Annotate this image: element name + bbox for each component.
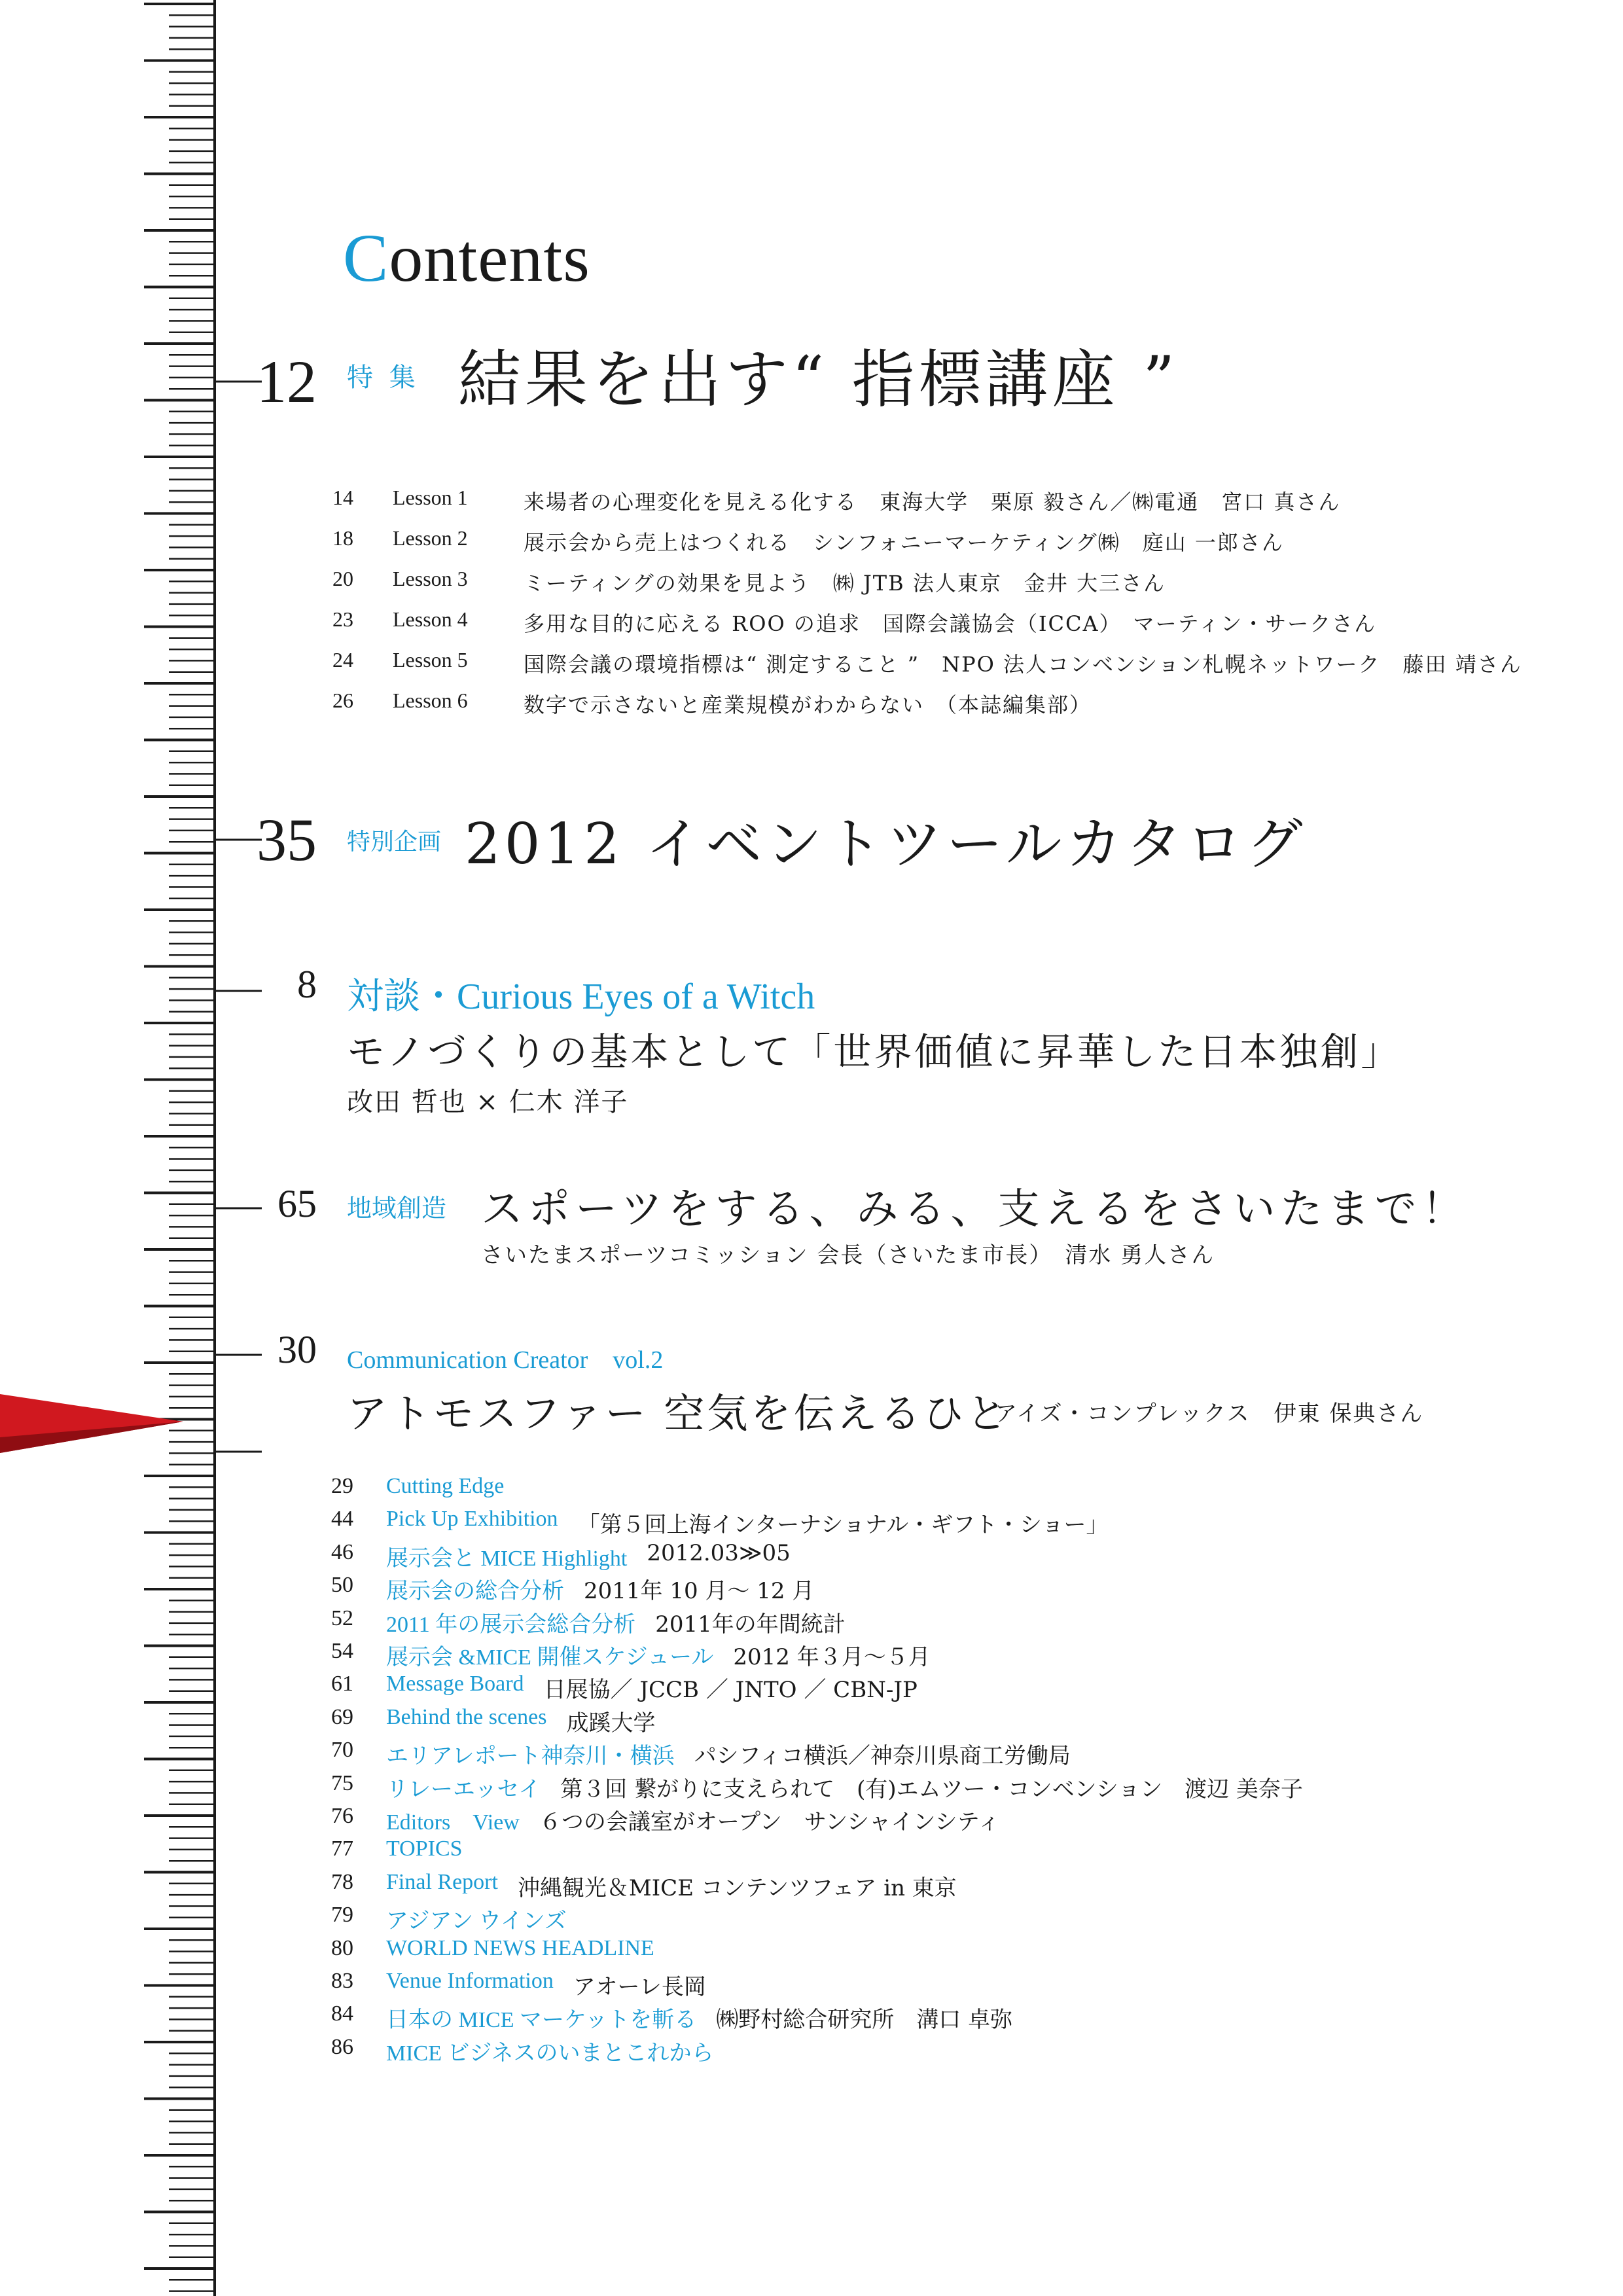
list-item xyxy=(288,1639,931,1671)
lesson-page: 26 xyxy=(332,689,353,712)
list-title: Editors View xyxy=(386,1810,520,1835)
comm-headline: アトモスファー 空気を伝えるひと xyxy=(347,1390,1010,1437)
list-item xyxy=(288,1969,706,2001)
list-item xyxy=(288,1903,586,1935)
list-title: 展示会と MICE Highlight xyxy=(386,1546,628,1571)
chiiki-page-number: 65 xyxy=(277,1182,317,1225)
list-desc: 沖縄観光＆MICE コンテンツフェア in 東京 xyxy=(517,1874,957,1901)
lesson-page: 23 xyxy=(332,607,353,631)
lesson-text: 多用な目的に応える ROO の追求 国際会議協会（ICCA） マーティン・サークさん xyxy=(524,611,1377,636)
list-desc: アオーレ長岡 xyxy=(573,1974,706,2000)
list-title: Venue Information xyxy=(386,1969,554,1993)
list-title: 2011 年の展示会総合分析 xyxy=(386,1612,636,1637)
list-desc: 日展協／ JCCB ／ JNTO ／ CBN-JP xyxy=(543,1677,918,1704)
lesson-row xyxy=(288,486,1340,516)
list-page: 69 xyxy=(331,1704,353,1729)
list-page: 70 xyxy=(331,1738,353,1763)
chiiki-headline: スポーツをする、みる、支えるをさいたまで！ xyxy=(481,1185,1469,1234)
taidan-label: 対談・Curious Eyes of a Witch xyxy=(347,977,815,1017)
comm-label: Communication Creator vol.2 xyxy=(347,1346,664,1374)
lesson-row xyxy=(288,648,1522,678)
lesson-row xyxy=(288,607,1376,637)
list-desc: 成蹊大学 xyxy=(566,1710,656,1736)
list-page: 77 xyxy=(331,1837,353,1861)
ruler-ticks xyxy=(0,0,275,2296)
list-title: WORLD NEWS HEADLINE xyxy=(386,1935,654,1960)
lesson-text: 展示会から売上はつくれる シンフォニーマーケティング㈱ 庭山 一郎さん xyxy=(524,530,1284,555)
list-item xyxy=(288,1606,846,1638)
list-title: アジアン ウインズ xyxy=(386,1909,567,1934)
list-desc: 2011年 10 月～ 12 月 xyxy=(584,1578,815,1605)
special-page-number: 35 xyxy=(257,806,317,873)
list-title: 日本の MICE マーケットを斬る xyxy=(386,2008,697,2033)
lesson-page: 14 xyxy=(332,486,353,509)
comm-page-number: 30 xyxy=(277,1328,317,1371)
list-page: 84 xyxy=(331,2001,353,2026)
list-title: 展示会の総合分析 xyxy=(386,1579,564,1604)
list-title: TOPICS xyxy=(386,1837,463,1861)
lesson-number: Lesson 3 xyxy=(393,567,468,590)
lesson-text: 数字で示さないと産業規模がわからない （本誌編集部） xyxy=(524,692,1092,717)
lesson-number: Lesson 6 xyxy=(393,689,468,712)
taidan-page-number: 8 xyxy=(297,963,317,1006)
ruler-line xyxy=(213,0,216,2296)
lesson-page: 20 xyxy=(332,567,353,590)
list-item xyxy=(288,1870,957,1902)
list-page: 86 xyxy=(331,2034,353,2059)
list-desc: 「第５回上海インターナショナル・ギフト・ショー」 xyxy=(577,1512,1109,1539)
list-desc: 第３回 繋がりに支えられて (有)エムツー・コンベンション 渡辺 美奈子 xyxy=(560,1776,1303,1803)
list-item xyxy=(288,1540,791,1572)
title-rest: ontents xyxy=(389,221,590,296)
list-title: MICE ビジネスのいまとこれから xyxy=(386,2041,714,2066)
list-item xyxy=(288,1837,482,1861)
list-item xyxy=(288,1936,674,1961)
list-page: 29 xyxy=(331,1474,353,1498)
list-page: 75 xyxy=(331,1770,353,1795)
lesson-page: 18 xyxy=(332,526,353,550)
list-title: Pick Up Exhibition xyxy=(386,1507,558,1532)
lesson-page: 24 xyxy=(332,648,353,672)
list-page: 79 xyxy=(331,1903,353,1928)
list-title: リレーエッセイ xyxy=(386,1777,541,1802)
list-item xyxy=(288,1672,918,1704)
lesson-text: 国際会議の環境指標は“ 測定すること ” NPO 法人コンベンション札幌ネットワーク 藤田 靖さん xyxy=(524,652,1522,677)
chiiki-label: 地域創造 xyxy=(347,1194,447,1223)
lesson-text: 来場者の心理変化を見える化する 東海大学 栗原 毅さん／㈱電通 宮口 真さん xyxy=(524,490,1341,514)
list-item xyxy=(288,1474,524,1499)
red-pointer-arrow xyxy=(0,1374,190,1466)
lesson-number: Lesson 4 xyxy=(393,607,468,631)
list-page: 52 xyxy=(331,1605,353,1630)
list-title: エリアレポート神奈川・横浜 xyxy=(386,1744,675,1769)
list-page: 80 xyxy=(331,1935,353,1960)
title-first-letter: C xyxy=(343,221,389,296)
list-item xyxy=(288,2035,733,2067)
chiiki-sub: さいたまスポーツコミッション 会長（さいたま市長） 清水 勇人さん xyxy=(481,1242,1215,1268)
list-page: 61 xyxy=(331,1672,353,1696)
list-item xyxy=(288,1738,1071,1770)
feature-headline: 結果を出す“ 指標講座 ” xyxy=(458,343,1179,416)
list-page: 83 xyxy=(331,1969,353,1993)
taidan-headline: モノづくりの基本として「世界価値に昇華した日本独創」 xyxy=(347,1030,1402,1074)
page-title xyxy=(343,219,590,297)
list-desc: ６つの会議室がオープン サンシャインシティ xyxy=(539,1809,1000,1835)
list-page: 54 xyxy=(331,1639,353,1663)
list-item xyxy=(288,1804,1000,1836)
special-headline: 2012 イベントツールカタログ xyxy=(465,812,1307,877)
list-page: 76 xyxy=(331,1804,353,1828)
list-page: 50 xyxy=(331,1573,353,1598)
list-title: Message Board xyxy=(386,1672,524,1696)
list-item xyxy=(288,1507,1108,1539)
list-desc: 2012.03≫05 xyxy=(647,1539,791,1566)
list-title: Cutting Edge xyxy=(386,1474,505,1498)
list-item xyxy=(288,1573,814,1605)
list-title: Final Report xyxy=(386,1869,498,1894)
list-page: 78 xyxy=(331,1869,353,1894)
lesson-number: Lesson 5 xyxy=(393,648,468,672)
lesson-row xyxy=(288,567,1166,597)
list-item xyxy=(288,1705,656,1737)
lesson-text: ミーティングの効果を見よう ㈱ JTB 法人東京 金井 大三さん xyxy=(524,571,1166,596)
lesson-number: Lesson 1 xyxy=(393,486,468,509)
feature-label: 特 集 xyxy=(347,363,419,393)
list-desc: 2012 年３月～５月 xyxy=(733,1644,931,1670)
taidan-people: 改田 哲也 × 仁木 洋子 xyxy=(347,1087,629,1117)
lesson-row xyxy=(288,689,1092,719)
list-desc: 2011年の年間統計 xyxy=(655,1611,846,1638)
list-item xyxy=(288,1771,1303,1803)
ruler xyxy=(0,0,223,2296)
list-title: Behind the scenes xyxy=(386,1704,547,1729)
list-title: 展示会 &MICE 開催スケジュール xyxy=(386,1645,714,1670)
list-page: 44 xyxy=(331,1507,353,1532)
lesson-row xyxy=(288,526,1284,556)
lesson-number: Lesson 2 xyxy=(393,526,468,550)
list-page: 46 xyxy=(331,1539,353,1564)
list-desc: ㈱野村総合研究所 溝口 卓弥 xyxy=(716,2007,1013,2034)
feature-page-number: 12 xyxy=(257,348,317,415)
comm-sub: アイズ・コンプレックス 伊東 保典さん xyxy=(995,1401,1424,1427)
list-desc: パシフィコ横浜／神奈川県商工労働局 xyxy=(694,1743,1071,1770)
special-label: 特別企画 xyxy=(347,829,442,855)
list-item xyxy=(288,2001,1012,2034)
